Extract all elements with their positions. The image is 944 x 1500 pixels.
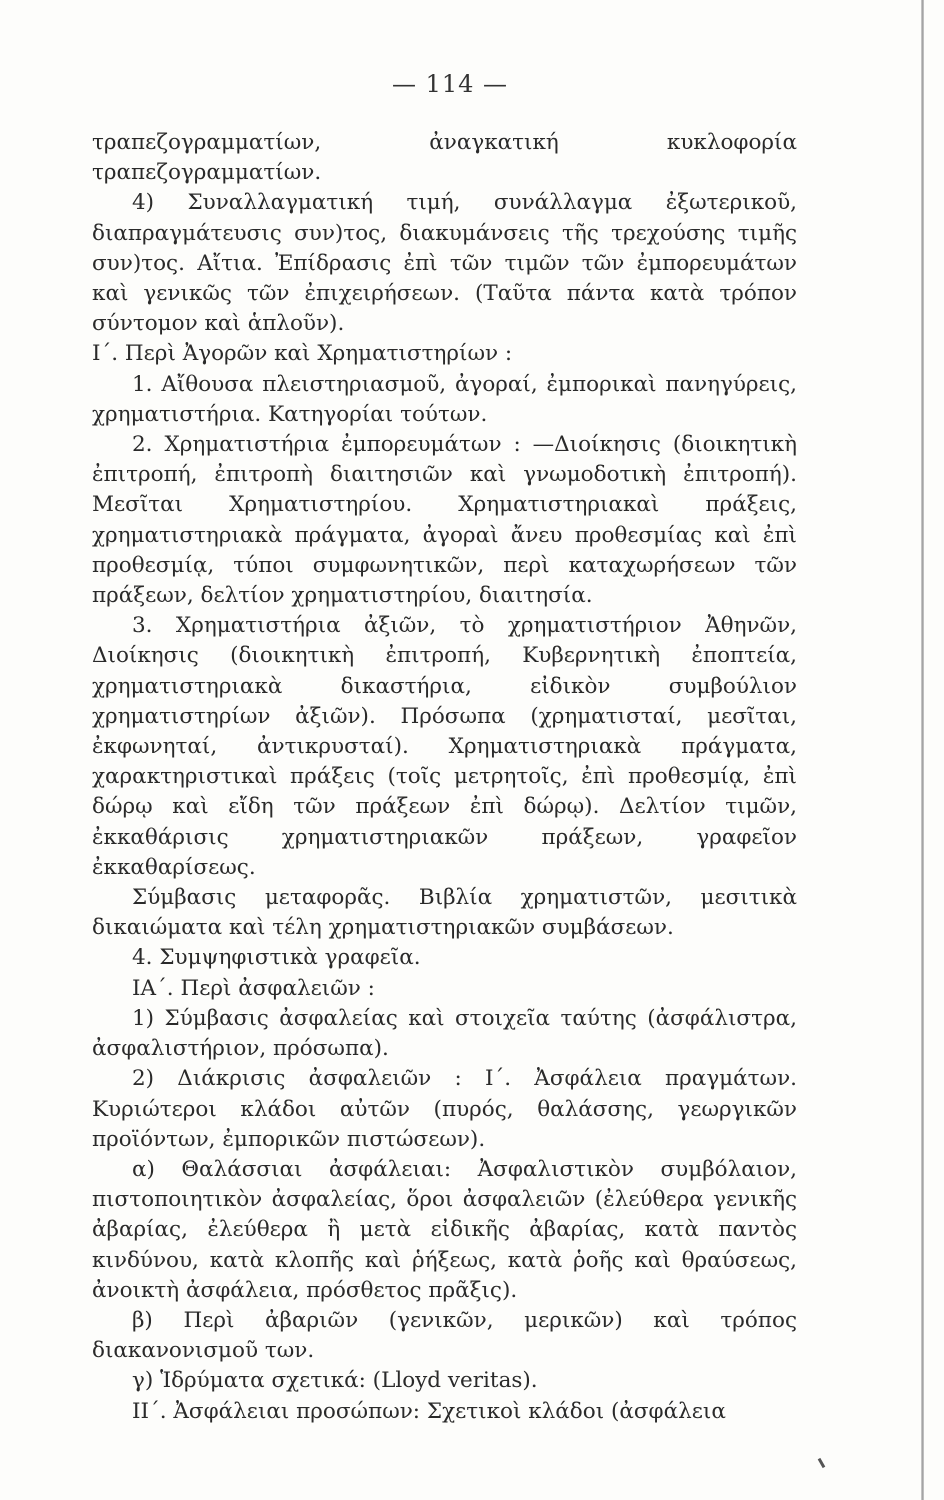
page-binding-edge <box>921 0 924 1500</box>
paragraph-item-b-averages: β) Περὶ ἀβαριῶν (γενικῶν, μερικῶν) καὶ τρόπος διακανονισμοῦ των. <box>92 1307 797 1364</box>
paragraph-item-2-insurance-types: 2) Διάκρισις ἀσφαλειῶν : Ι΄. Ἀσφάλεια πραγμάτων. Κυριώτεροι κλάδοι αὐτῶν (πυρός, θαλάσσης, γεωργικῶν προϊόντων, ἐμπορικῶν πιστώσεων). <box>92 1066 797 1152</box>
section-heading-insurance: ΙΑ΄. Περὶ ἀσφαλειῶν : <box>132 975 375 1001</box>
paragraph-item-g-institutions: γ) Ἱδρύματα σχετικά: (Lloyd veritas). <box>132 1368 538 1394</box>
paragraph-item-2-commodity-exchanges: 2. Χρηματιστήρια ἐμπορευμάτων : —Διοίκησις (διοικητικὴ ἐπιτροπή, ἐπιτροπὴ διαιτησιῶν καὶ γνωμοδοτικὴ ἐπιτροπή). Μεσῖται Χρηματιστηρίου. Χρηματιστηριακαὶ πράξεις, χρηματιστηριακὰ πράγματα, ἀγοραὶ ἄνευ προθεσμίας καὶ ἐπὶ προθεσμίᾳ, τύποι συμφωνητικῶν, περὶ καταχωρήσεων τῶν πράξεων, δελτίον χρηματιστηρίου, διαιτησία. <box>92 432 797 609</box>
paragraph-item-1-insurance-contract: 1) Σύμβασις ἀσφαλείας καὶ στοιχεῖα ταύτης (ἀσφάλιστρα, ἀσφαλιστήριον, πρόσωπα). <box>92 1005 797 1062</box>
paragraph-transport-contract: Σύμβασις μεταφορᾶς. Βιβλία χρηματιστῶν, μεσιτικὰ δικαιώματα καὶ τέλη χρηματιστηριακῶν συμβάσεων. <box>92 885 797 941</box>
paragraph-item-a-marine-insurance: α) Θαλάσσιαι ἀσφάλειαι: Ἀσφαλιστικὸν συμβόλαιον, πιστοποιητικὸν ἀσφαλείας, ὅροι ἀσφαλειῶν (ἐλεύθερα γενικῆς ἀβαρίας, ἐλεύθερα ἢ μετὰ εἰδικῆς ἀβαρίας, κατὰ παντὸς κινδύνου, κατὰ κλοπῆς καὶ ῥήξεως, κατὰ ῥοῆς καὶ θραύσεως, ἀνοικτὴ ἀσφάλεια, πρόσθετος πρᾶξις). <box>92 1156 797 1303</box>
ink-speck <box>818 1458 826 1468</box>
paragraph-item-4-clearing-houses: 4. Συμψηφιστικὰ γραφεῖα. <box>132 945 421 971</box>
paragraph-continuation: τραπεζογραμματίων, ἀναγκατική κυκλοφορία τραπεζογραμματίων. <box>92 130 797 186</box>
body-text <box>92 128 797 1427</box>
section-heading-markets: Ι΄. Περὶ Ἀγορῶν καὶ Χρηματιστηρίων : <box>92 341 513 367</box>
paragraph-item-1-auctions: 1. Αἴθουσα πλειστηριασμοῦ, ἀγοραί, ἐμπορικαὶ πανηγύρεις, χρηματιστήρια. Κατηγορίαι τούτων. <box>92 371 797 427</box>
page-number: — 114 — <box>391 70 509 98</box>
paragraph-item-4-exchange-rate: 4) Συναλλαγματική τιμή, συνάλλαγμα ἐξωτερικοῦ, διαπραγμάτευσις συν)τος, διακυμάνσεις τῆς τρεχούσης τιμῆς συν)τος. Αἴτια. Ἐπίδρασις ἐπὶ τῶν τιμῶν τῶν ἐμπορευμάτων καὶ γενικῶς τῶν ἐπιχειρήσεων. (Ταῦτα πάντα κατὰ τρόπον σύντομον καὶ ἁπλοῦν). <box>92 190 797 337</box>
paragraph-item-3-stock-exchanges: 3. Χρηματιστήρια ἀξιῶν, τὸ χρηματιστήριον Ἀθηνῶν, Διοίκησις (διοικητικὴ ἐπιτροπή, Κυβερνητικὴ ἐποπτεία, χρηματιστηριακὰ δικαστήρια, εἰδικὸν συμβούλιον χρηματιστηρίων ἀξιῶν). Πρόσωπα (χρηματισταί, μεσῖται, ἐκφωνηταί, ἀντικρυσταί). Χρηματιστηριακὰ πράγματα, χαρακτηριστικαὶ πράξεις (τοῖς μετρητοῖς, ἐπὶ προθεσμίᾳ, ἐπὶ δώρῳ καὶ εἴδη τῶν πράξεων ἐπὶ δώρῳ). Δελτίον τιμῶν, ἐκκαθάρισις χρηματιστηριακῶν πράξεων, γραφεῖον ἐκκαθαρίσεως. <box>92 613 797 880</box>
section-heading-personal-insurance: ΙΙ΄. Ἀσφάλειαι προσώπων: Σχετικοὶ κλάδοι (ἀσφάλεια <box>132 1398 726 1424</box>
